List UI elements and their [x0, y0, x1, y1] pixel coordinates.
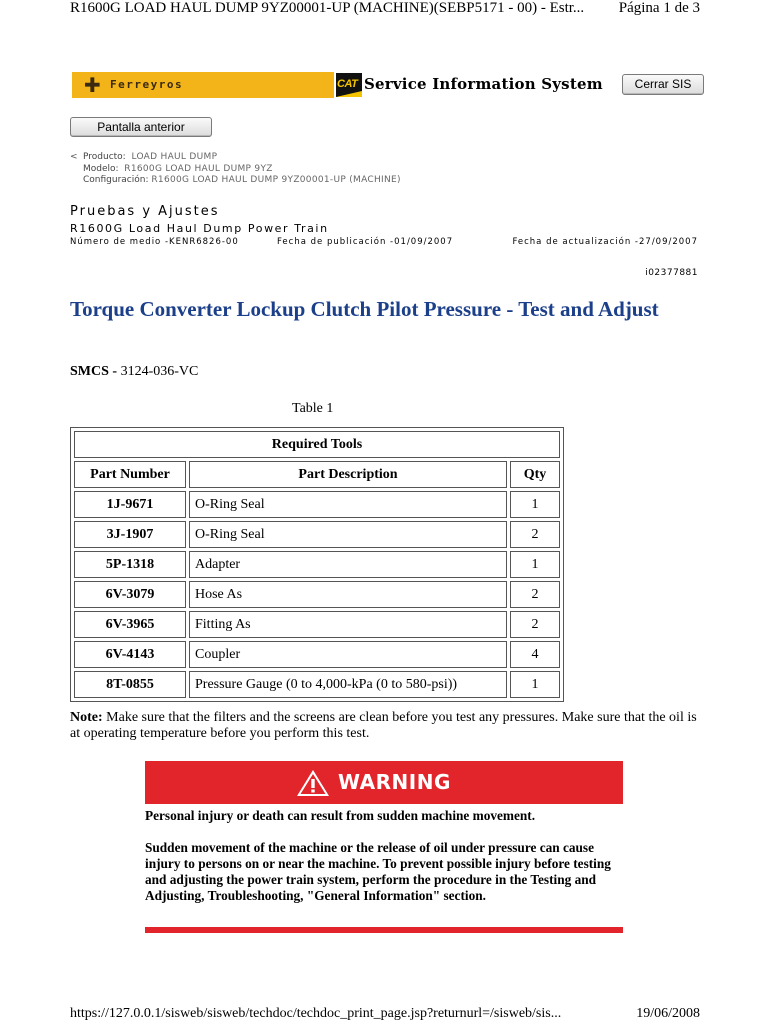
part-number: 6V-3965 [74, 611, 186, 638]
table-row [74, 581, 560, 608]
product-value[interactable]: LOAD HAUL DUMP [131, 152, 218, 162]
config-value[interactable]: R1600G LOAD HAUL DUMP 9YZ00001-UP (MACHINE) [151, 175, 401, 185]
note-paragraph [70, 710, 710, 742]
part-number: 3J-1907 [74, 521, 186, 548]
document-id: i02377881 [645, 268, 698, 278]
table-row [74, 551, 560, 578]
warning-triangle-icon [296, 769, 330, 797]
cat-logo-text: CAT [337, 78, 358, 90]
smcs-label: SMCS - [70, 364, 118, 379]
page-title: Torque Converter Lockup Clutch Pilot Pressure - Test and Adjust [70, 297, 659, 321]
column-header: Part Description [189, 461, 507, 488]
smcs-code [70, 364, 198, 380]
part-qty: 2 [510, 611, 560, 638]
warning-footer-bar [145, 927, 623, 933]
table-row [74, 671, 560, 698]
print-footer [70, 1006, 700, 1022]
model-label: Modelo: [83, 163, 119, 174]
table-caption: Table 1 [292, 401, 334, 416]
back-arrow-icon[interactable]: < [70, 152, 78, 162]
update-date: Fecha de actualización -27/09/2007 [512, 237, 698, 247]
column-header: Qty [510, 461, 560, 488]
brand-name: Ferreyros [110, 78, 184, 91]
cat-logo [336, 73, 362, 97]
print-footer-url: https://127.0.0.1/sisweb/sisweb/techdoc/techdoc_print_page.jsp?returnurl=/sisweb/sis... [70, 1006, 562, 1021]
note-text: Make sure that the filters and the screens are clean before you test any pressures. Make sure that the oil is at operating temperature before you perform this test. [70, 710, 697, 741]
warning-body [145, 808, 623, 920]
part-qty: 1 [510, 551, 560, 578]
part-qty: 2 [510, 521, 560, 548]
print-header-title: R1600G LOAD HAUL DUMP 9YZ00001-UP (MACHINE)(SEBP5171 - 00) - Estr... [70, 0, 585, 16]
section-subtitle: R1600G Load Haul Dump Power Train [70, 222, 329, 235]
system-title: Service Information System [364, 75, 603, 93]
part-qty: 1 [510, 671, 560, 698]
sis-banner [72, 72, 698, 98]
part-number: 6V-4143 [74, 641, 186, 668]
warning-line-1: Personal injury or death can result from sudden machine movement. [145, 808, 536, 823]
table-row [74, 521, 560, 548]
part-description: Pressure Gauge (0 to 4,000-kPa (0 to 580-psi)) [189, 671, 507, 698]
print-header [70, 0, 700, 17]
part-qty: 1 [510, 491, 560, 518]
table-row [74, 611, 560, 638]
publication-date: Fecha de publicación -01/09/2007 [277, 237, 454, 247]
close-sis-button[interactable]: Cerrar SIS [622, 74, 704, 95]
warning-banner [145, 761, 623, 804]
part-qty: 4 [510, 641, 560, 668]
table-row [74, 641, 560, 668]
part-number: 1J-9671 [74, 491, 186, 518]
part-qty: 2 [510, 581, 560, 608]
part-description: Coupler [189, 641, 507, 668]
part-description: Adapter [189, 551, 507, 578]
section-title: Pruebas y Ajustes [70, 204, 220, 219]
part-description: Hose As [189, 581, 507, 608]
part-description: O-Ring Seal [189, 521, 507, 548]
print-footer-date: 19/06/2008 [636, 1006, 700, 1021]
part-number: 8T-0855 [74, 671, 186, 698]
part-number: 6V-3079 [74, 581, 186, 608]
config-label: Configuración: [83, 175, 149, 185]
previous-screen-button[interactable]: Pantalla anterior [70, 117, 212, 137]
ferreyros-logo[interactable] [72, 72, 334, 98]
smcs-value: 3124-036-VC [120, 364, 199, 379]
part-description: Fitting As [189, 611, 507, 638]
part-description: O-Ring Seal [189, 491, 507, 518]
breadcrumb [70, 152, 401, 187]
table-title: Required Tools [74, 431, 560, 458]
table-row [74, 491, 560, 518]
part-number: 5P-1318 [74, 551, 186, 578]
required-tools-table [70, 427, 564, 702]
note-label: Note: [70, 710, 103, 725]
product-label: Producto: [83, 152, 126, 162]
column-header: Part Number [74, 461, 186, 488]
model-value[interactable]: R1600G LOAD HAUL DUMP 9YZ [124, 163, 273, 174]
ferreyros-mark-icon: ✚ [84, 73, 101, 97]
print-header-page: Página 1 de 3 [618, 0, 700, 16]
media-number: Número de medio -KENR6826-00 [70, 237, 239, 247]
warning-line-2: Sudden movement of the machine or the release of oil under pressure can cause injury to persons on or near the machine. To prevent possible injury before testing and adjusting the power train system, perform the procedure in the Testing and Adjusting, Troubleshooting, "General Information" section. [145, 840, 611, 903]
warning-label-text: WARNING [338, 770, 451, 794]
